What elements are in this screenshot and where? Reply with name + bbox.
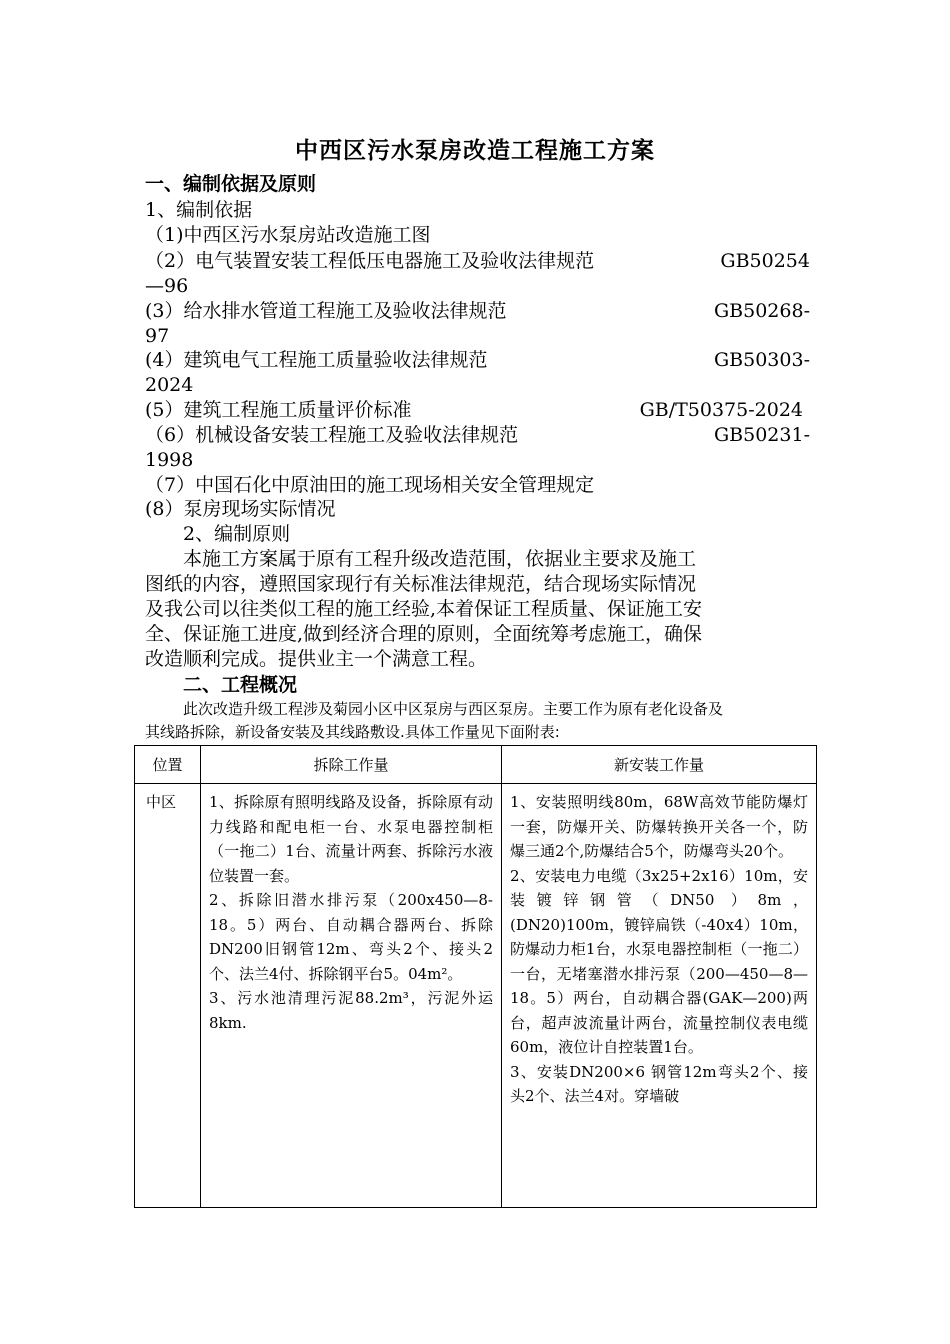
- installation-cell: [502, 784, 817, 1208]
- section2-heading: 二、工程概况: [183, 674, 298, 696]
- standard-code: GB50303-: [713, 349, 810, 371]
- basis-item-8: [145, 497, 810, 522]
- principle-line: 改造顺利完成。提供业主一个满意工程。: [145, 648, 488, 670]
- standard-code: GB/T50375-2024: [639, 399, 803, 421]
- standard-code-continuation: —96: [145, 275, 189, 297]
- basis-item-text: (3）给水排水管道工程施工及验收法律规范: [145, 300, 507, 322]
- workload-table: [134, 745, 817, 1208]
- demolition-cell: [201, 784, 502, 1208]
- basis-item-text: (4）建筑电气工程施工质量验收法律规范: [145, 349, 488, 371]
- standard-code-continuation: 97: [145, 325, 170, 347]
- basis-subheading: 1、编制依据: [145, 199, 253, 221]
- document-title: 中西区污水泵房改造工程施工方案: [295, 137, 655, 164]
- standard-code: GB50254: [720, 250, 810, 272]
- installation-item: 2、安装电力电缆（3x25+2x16）10m，安装镀锌钢管（DN50 ）8m，(DN20)100m，镀锌扁铁（-40x4）10m，防爆动力柜1台，水泵电器控制柜（一拖二）一台，无堵塞潜水排污泵（200—450—8—18。5）两台，自动耦合器(GAK—200)两台，超声波流量计两台，流量控制仪表电缆60m，液位计自控装置1台。: [510, 866, 808, 1056]
- overview-line: 此次改造升级工程涉及菊园小区中区泵房与西区泵房。主要工作为原有老化设备及: [183, 700, 724, 718]
- basis-item-5: [145, 398, 803, 423]
- principle-line: 本施工方案属于原有工程升级改造范围，依据业主要求及施工: [183, 548, 697, 570]
- basis-item-2: [145, 249, 810, 274]
- basis-item-4: [145, 348, 810, 373]
- basis-item-text: (8）泵房现场实际情况: [145, 498, 336, 520]
- principle-line: 图纸的内容，遵照国家现行有关标准法律规范，结合现场实际情况: [145, 573, 697, 595]
- table-header-row: [135, 746, 817, 784]
- principle-line: 全、保证施工进度,做到经济合理的原则，全面统筹考虑施工，确保: [145, 623, 703, 645]
- standard-code-continuation: 1998: [145, 449, 194, 471]
- basis-item-1: [145, 223, 810, 248]
- position-cell: [135, 784, 201, 1208]
- standard-code: GB50231-: [713, 424, 810, 446]
- demolition-item: 3、污水池清理污泥88.2m³，污泥外运8km.: [209, 989, 493, 1032]
- installation-item: 3、安装DN200×6 钢管12m弯头2个、接头2个、法兰4对。穿墙破: [510, 1062, 808, 1105]
- installation-item: 1、安装照明线80m，68W高效节能防爆灯一套，防爆开关、防爆转换开关各一个，防爆三通2个,防爆结合5个，防爆弯头20个。: [510, 793, 808, 860]
- table-row: [135, 784, 817, 1208]
- principle-line: 及我公司以往类似工程的施工经验,本着保证工程质量、保证施工安: [145, 598, 703, 620]
- basis-item-text: (5）建筑工程施工质量评价标准: [145, 399, 412, 421]
- basis-item-text: （1)中西区污水泵房站改造施工图: [145, 224, 431, 246]
- standard-code-continuation: 2024: [145, 374, 194, 396]
- basis-item-3: [145, 299, 810, 324]
- basis-item-text: （7）中国石化中原油田的施工现场相关安全管理规定: [145, 474, 595, 496]
- section1-heading: 一、编制依据及原则: [145, 173, 317, 195]
- demolition-item: 2、拆除旧潜水排污泵（200x450—8-18。5）两台、自动耦合器两台、拆除DN200旧钢管12m、弯头2个、接头2个、法兰4付、拆除钢平台5。04m²。: [209, 891, 493, 983]
- principle-subheading: 2、编制原则: [183, 523, 291, 545]
- position-value: 中区: [146, 793, 177, 811]
- overview-line: 其线路拆除，新设备安装及其线路敷设.具体工作量见下面附表:: [145, 723, 560, 741]
- standard-code: GB50268-: [713, 300, 810, 322]
- basis-item-text: （2）电气装置安装工程低压电器施工及验收法律规范: [145, 250, 595, 272]
- basis-item-text: （6）机械设备安装工程施工及验收法律规范: [145, 424, 519, 446]
- header-position: 位置: [135, 746, 201, 784]
- demolition-item: 1、拆除原有照明线路及设备，拆除原有动力线路和配电柜一台、水泵电器控制柜（一拖二）1台、流量计两套、拆除污水液位装置一套。: [209, 793, 493, 885]
- basis-item-6: [145, 423, 810, 448]
- header-demolition: 拆除工作量: [201, 746, 502, 784]
- header-installation: 新安装工作量: [502, 746, 817, 784]
- basis-item-7: [145, 473, 810, 498]
